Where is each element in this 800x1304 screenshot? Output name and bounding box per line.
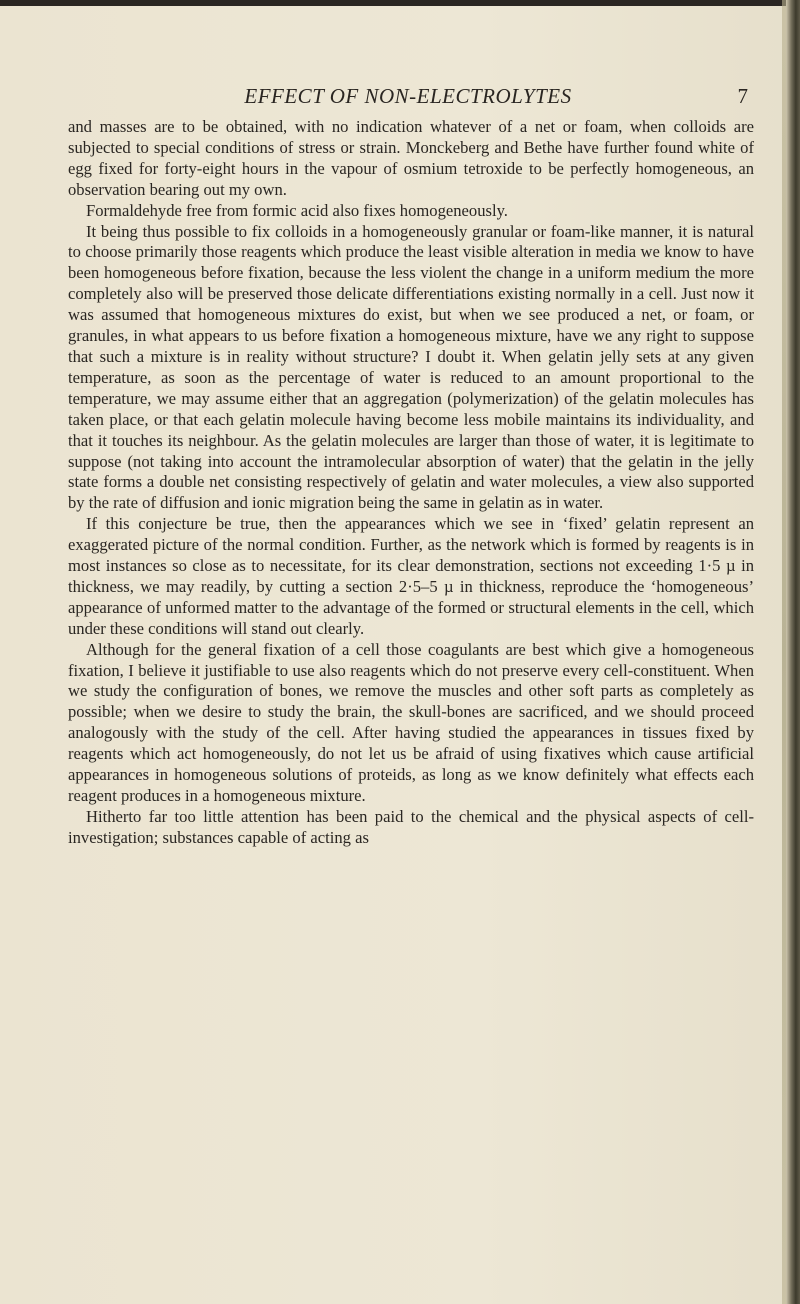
binding-edge xyxy=(786,0,800,1304)
page-number: 7 xyxy=(737,84,748,108)
body-text xyxy=(68,117,754,849)
paragraph: It being thus possible to fix colloids in a homogeneously granular or foam-like manner, it is natural to choose primarily those reagents which produce the least visible alteration in media we know to have been homogeneous before fixation, because the less violent the change in a uniform medium the more completely also will be preserved those delicate differentiations existing normally in a cell. Just now it was assumed that homogeneous mixtures do exist, but when we see produced a net, or foam, or granules, in what appears to us before fixation a homogeneous mixture, have we any right to suppose that such a mixture is in reality without structure? I doubt it. When gelatin jelly sets at any given temperature, as soon as the percentage of water is reduced to an amount proportional to the temperature, we may assume either that an aggregation (polymerization) of the gelatin molecules has taken place, or that each gelatin molecule having become less mobile maintains its individuality, and that it touches its neighbour. As the gelatin molecules are larger than those of water, it is legitimate to suppose (not taking into account the intramolecular absorption of water) that the gelatin in the jelly state forms a double net consisting respectively of gelatin and water molecules, a view also supported by the rate of diffusion and ionic migration being the same in gelatin as in water. xyxy=(68,221,754,513)
page-header xyxy=(68,84,748,114)
running-title: EFFECT OF NON-ELECTROLYTES xyxy=(244,84,572,108)
paragraph: Although for the general fixation of a cell those coagulants are best which give a homogeneous fixation, I believe it justifiable to use also reagents which do not preserve every cell-constituent. When we study the configuration of bones, we remove the muscles and other soft parts as completely as possible; when we desire to study the brain, the skull-bones are sacrificed, and we should proceed analogously with the study of the cell. After having studied the appearances in tissues fixed by reagents which act homogeneously, do not let us be afraid of using fixatives which cause artificial appearances in homogeneous solutions of proteids, as long as we know definitely what effects each reagent produces in a homogeneous mixture. xyxy=(68,639,754,805)
paragraph: If this conjecture be true, then the appearances which we see in ‘fixed’ gelatin represent an exaggerated picture of the normal condition. Further, as the network which is formed by reagents is in most instances so close as to necessitate, for its clear demonstration, sections not exceeding 1·5 µ in thickness, we may readily, by cutting a section 2·5–5 µ in thickness, reproduce the ‘homogeneous’ appearance of unformed matter to the advantage of the formed or structural elements in the cell, which under these conditions will stand out clearly. xyxy=(68,514,754,638)
paragraph: and masses are to be obtained, with no indication whatever of a net or foam, when colloids are subjected to special conditions of stress or strain. Monckeberg and Bethe have further found white of egg fixed for forty-eight hours in the vapour of osmium tetroxide to be perfectly homogeneous, an observation bearing out my own. xyxy=(68,117,754,199)
top-edge-shadow xyxy=(0,0,800,6)
paragraph: Hitherto far too little attention has been paid to the chemical and the physical aspects of cell-investigation; substances capable of acting as xyxy=(68,806,754,847)
paragraph: Formaldehyde free from formic acid also fixes homogeneously. xyxy=(86,200,508,220)
